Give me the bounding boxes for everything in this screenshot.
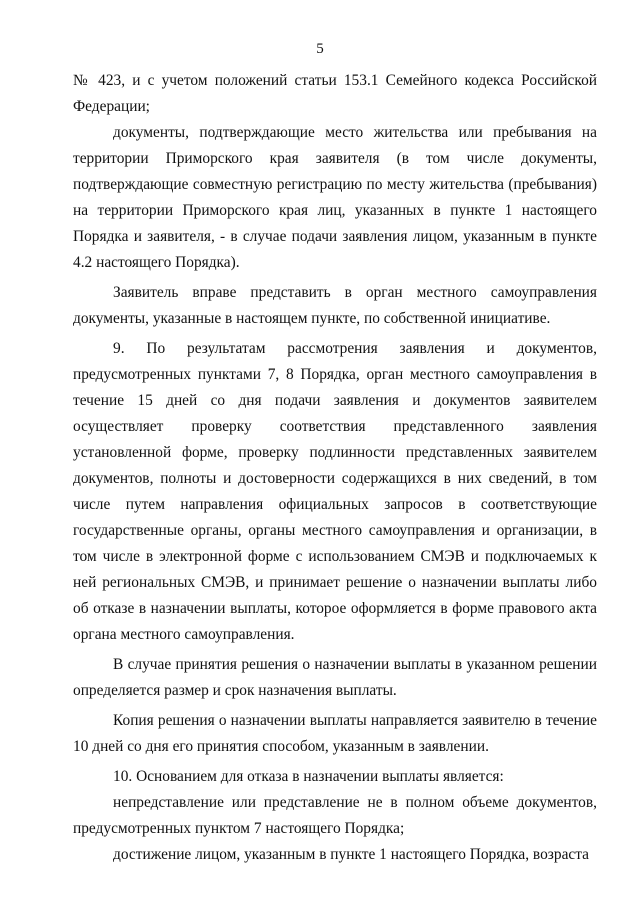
document-body [73,68,597,868]
paragraph-5: В случае принятия решения о назначении выплаты в указанном решении определяется размер и срок назначения выплаты. [73,656,597,699]
page-number: 5 [316,41,324,57]
paragraph-7: 10. Основанием для отказа в назначении выплаты является: [113,768,504,785]
paragraph-9: достижение лицом, указанным в пункте 1 настоящего Порядка, возраста [113,846,589,863]
paragraph-3: Заявитель вправе представить в орган местного самоуправления документы, указанные в настоящем пункте, по собственной инициативе. [73,284,597,327]
paragraph-8: непредставление или представление не в полном объеме документов, предусмотренных пунктом 7 настоящего Порядка; [73,794,597,837]
paragraph-1: № 423, и с учетом положений статьи 153.1 Семейного кодекса Российской Федерации; [73,72,597,115]
paragraph-2: документы, подтверждающие место жительства или пребывания на территории Приморского края заявителя (в том числе документы, подтверждающие совместную регистрацию по месту жительства (пребывания) на территории Приморского края лиц, указанных в пункте 1 настоящего Порядка и заявителя, - в случае подачи заявления лицом, указанным в пункте 4.2 настоящего Порядка). [73,124,597,271]
paragraph-6: Копия решения о назначении выплаты направляется заявителю в течение 10 дней со дня его принятия способом, указанным в заявлении. [73,712,597,755]
paragraph-4: 9. По результатам рассмотрения заявления и документов, предусмотренных пунктами 7, 8 Порядка, орган местного самоуправления в течение 15 дней со дня подачи заявления и документов заявителем осуществляет проверку соответствия представленного заявления установленной форме, проверку подлинности представленных заявителем документов, полноты и достоверности содержащихся в них сведений, в том числе путем направления официальных запросов в соответствующие государственные органы, органы местного самоуправления и организации, в том числе в электронной форме с использованием СМЭВ и подключаемых к ней региональных СМЭВ, и принимает решение о назначении выплаты либо об отказе в назначении выплаты, которое оформляется в форме правового акта органа местного самоуправления. [73,340,597,643]
